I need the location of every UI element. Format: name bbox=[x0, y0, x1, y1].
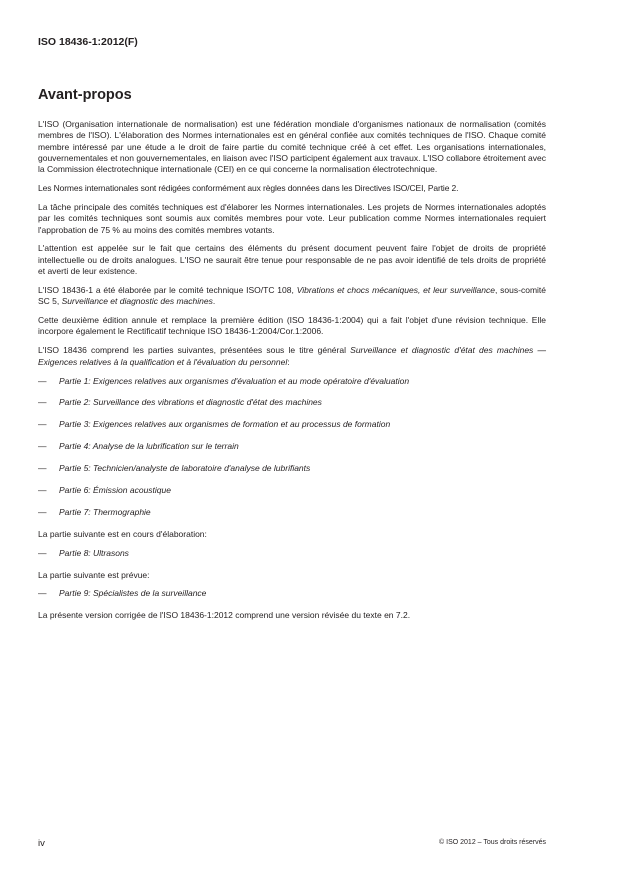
list-dash: — bbox=[38, 588, 47, 599]
list-dash: — bbox=[38, 484, 47, 495]
text-span: : bbox=[287, 356, 290, 367]
part-title: Partie 4: Analyse de la lubrification sur le terrain bbox=[59, 441, 239, 452]
text-span: , sous-comité SC 5, bbox=[38, 284, 547, 307]
paragraph-patent-rights: L'attention est appelée sur le fait que certains des éléments du présent document peuvent faire l'objet de droits de propriété intellectuelle ou de droits analogues. L'ISO ne saurait être tenue pour responsable de ne pas avoir identifié de tels droits de propriété et averti de leur existence. bbox=[38, 243, 546, 277]
committee-title: Vibrations et chocs mécaniques, et leur surveillance bbox=[296, 284, 495, 295]
page-number: iv bbox=[38, 838, 45, 849]
paragraph-series-intro bbox=[38, 345, 546, 368]
part-title: Partie 2: Surveillance des vibrations et diagnostic d'état des machines bbox=[59, 397, 322, 408]
paragraph-technical-committees: La tâche principale des comités techniques est d'élaborer les Normes internationales. Les projets de Normes internationales adoptés par les comités techniques sont soumis aux comités membres pour vote. Leur publication comme Normes internationales requiert l'approbation de 75 % au moins des comités membres votants. bbox=[38, 201, 546, 235]
paragraph-directives: Les Normes internationales sont rédigées conformément aux règles données dans les Directives ISO/CEI, Partie 2. bbox=[38, 183, 459, 194]
paragraph-corrected-version: La présente version corrigée de l'ISO 18436-1:2012 comprend une version révisée du texte en 7.2. bbox=[38, 610, 411, 621]
list-dash: — bbox=[38, 375, 47, 386]
copyright-notice: © ISO 2012 – Tous droits réservés bbox=[439, 839, 546, 846]
list-dash: — bbox=[38, 463, 47, 474]
part-title: Partie 3: Exigences relatives aux organismes de formation et au processus de formation bbox=[59, 419, 391, 430]
list-item bbox=[38, 419, 546, 430]
list-dash: — bbox=[38, 506, 47, 517]
part-title: Partie 5: Technicien/analyste de laboratoire d'analyse de lubrifiants bbox=[59, 463, 311, 474]
list-dash: — bbox=[38, 441, 47, 452]
list-dash: — bbox=[38, 547, 47, 558]
text-span: L'ISO 18436 comprend les parties suivantes, présentées sous le titre général bbox=[38, 345, 351, 356]
list-item bbox=[38, 588, 546, 599]
part-title: Partie 9: Spécialistes de la surveillance bbox=[59, 588, 207, 599]
paragraph-in-development: La partie suivante est en cours d'élaboration: bbox=[38, 528, 207, 539]
list-item bbox=[38, 376, 546, 387]
document-identifier: ISO 18436-1:2012(F) bbox=[38, 36, 138, 48]
series-general-title: Surveillance et diagnostic d'état des machines — Exigences relatives à la qualification et à l'évaluation du personnel bbox=[38, 345, 546, 367]
list-item bbox=[38, 463, 546, 474]
part-title: Partie 8: Ultrasons bbox=[59, 547, 129, 558]
text-span: . bbox=[212, 296, 216, 307]
text-span: L'ISO 18436-1 a été élaborée par le comité technique ISO/TC 108, bbox=[38, 284, 297, 295]
list-item bbox=[38, 441, 546, 452]
list-item bbox=[38, 485, 546, 496]
list-item bbox=[38, 397, 546, 408]
part-title: Partie 1: Exigences relatives aux organismes d'évaluation et au mode opératoire d'évaluation bbox=[59, 375, 410, 386]
list-item bbox=[38, 548, 546, 559]
part-title: Partie 7: Thermographie bbox=[59, 506, 151, 517]
list-dash: — bbox=[38, 419, 47, 430]
list-item bbox=[38, 507, 546, 518]
paragraph-planned: La partie suivante est prévue: bbox=[38, 569, 150, 580]
foreword-body bbox=[38, 119, 546, 629]
page-title: Avant-propos bbox=[38, 87, 132, 103]
list-dash: — bbox=[38, 397, 47, 408]
part-title: Partie 6: Émission acoustique bbox=[59, 484, 171, 495]
subcommittee-title: Surveillance et diagnostic des machines bbox=[61, 296, 213, 307]
paragraph-iso-intro: L'ISO (Organisation internationale de normalisation) est une fédération mondiale d'organismes nationaux de normalisation (comités membres de l'ISO). L'élaboration des Normes internationales est en général confiée aux comités techniques de l'ISO. Chaque comité membre intéressé par une étude a le droit de faire partie du comité technique créé à cet effet. Les organisations internationales, gouvernementales et non gouvernementales, en liaison avec l'ISO participent également aux travaux. L'ISO collabore étroitement avec la Commission électrotechnique internationale (CEI) en ce qui concerne la normalisation électrotechnique. bbox=[38, 119, 546, 175]
paragraph-edition: Cette deuxième édition annule et remplace la première édition (ISO 18436-1:2004) qui a fait l'objet d'une révision technique. Elle incorpore également le Rectificatif technique ISO 18436-1:2004/Cor.1:2006. bbox=[38, 315, 546, 337]
paragraph-prepared-by bbox=[38, 285, 546, 308]
